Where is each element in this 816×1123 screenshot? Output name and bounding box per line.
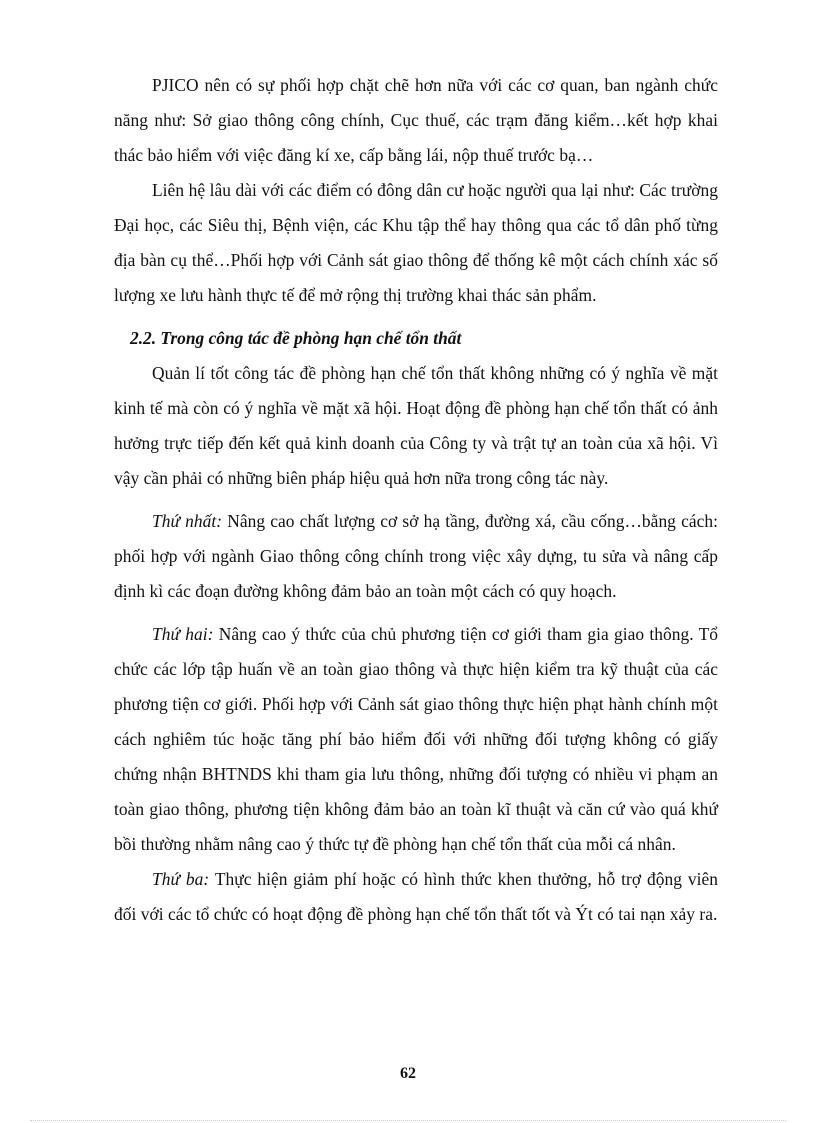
- paragraph-section-intro: Quản lí tốt công tác đề phòng hạn chế tổn thất không những có ý nghĩa về mặt kinh tế mà còn có ý nghĩa về mặt xã hội. Hoạt động đề phòng hạn chế tổn thất có ảnh hưởng trực tiếp đến kết quả kinh doanh của Công ty và trật tự an toàn của xã hội. Vì vậy cần phải có những biên pháp hiệu quả hơn nữa trong công tác này.: [114, 363, 718, 488]
- point-first-text: Nâng cao chất lượng cơ sở hạ tầng, đường xá, cầu cống…bằng cách: phối hợp với ngành Giao thông công chính trong việc xây dựng, tu sửa và nâng cấp định kì các đoạn đường không đảm bảo an toàn một cách có quy hoạch.: [114, 511, 719, 601]
- footer-divider: [30, 1120, 786, 1121]
- page-number: 62: [400, 1065, 416, 1082]
- paragraph-coordination: PJICO nên có sự phối hợp chặt chẽ hơn nữa với các cơ quan, ban ngành chức năng như: Sở giao thông công chính, Cục thuế, các trạm đăng kiểm…kết hợp khai thác bảo hiểm với việc đăng kí xe, cấp bằng lái, nộp thuế trước bạ…: [114, 75, 718, 165]
- paragraph-point-second: [114, 617, 718, 862]
- paragraph-point-first: [114, 504, 718, 609]
- section-heading: 2.2. Trong công tác đề phòng hạn chế tổn thất: [130, 328, 462, 348]
- paragraph-long-term-contact: Liên hệ lâu dài với các điểm có đông dân cư hoặc người qua lại như: Các trường Đại học, các Siêu thị, Bệnh viện, các Khu tập thể hay thông qua các tổ dân phố từng địa bàn cụ thể…Phối hợp với Cảnh sát giao thông để thống kê một cách chính xác số lượng xe lưu hành thực tế để mở rộng thị trường khai thác sản phẩm.: [114, 180, 718, 305]
- point-second-text: Nâng cao ý thức của chủ phương tiện cơ giới tham gia giao thông. Tổ chức các lớp tập huấn về an toàn giao thông và thực hiện kiểm tra kỹ thuật của các phương tiện cơ giới. Phối hợp với Cảnh sát giao thông thực hiện phạt hành chính một cách nghiêm túc hoặc tăng phí bảo hiểm đối với những đối tượng không có giấy chứng nhận BHTNDS khi tham gia lưu thông, những đối tượng có nhiều vi phạm an toàn giao thông, phương tiện không đảm bảo an toàn kĩ thuật và căn cứ vào quá khứ bồi thường nhằm nâng cao ý thức tự đề phòng hạn chế tổn thất của mỗi cá nhân.: [114, 624, 718, 854]
- point-second-lead: Thứ hai:: [152, 624, 214, 644]
- page-body: [114, 68, 718, 932]
- point-first-lead: Thứ nhất:: [152, 511, 223, 531]
- paragraph-point-third: [114, 862, 718, 932]
- point-third-lead: Thứ ba:: [152, 869, 210, 889]
- point-third-text: Thực hiện giảm phí hoặc có hình thức khen thưởng, hỗ trợ động viên đối với các tổ chức có hoạt động đề phòng hạn chế tổn thất tốt và Ýt có tai nạn xảy ra.: [114, 869, 718, 924]
